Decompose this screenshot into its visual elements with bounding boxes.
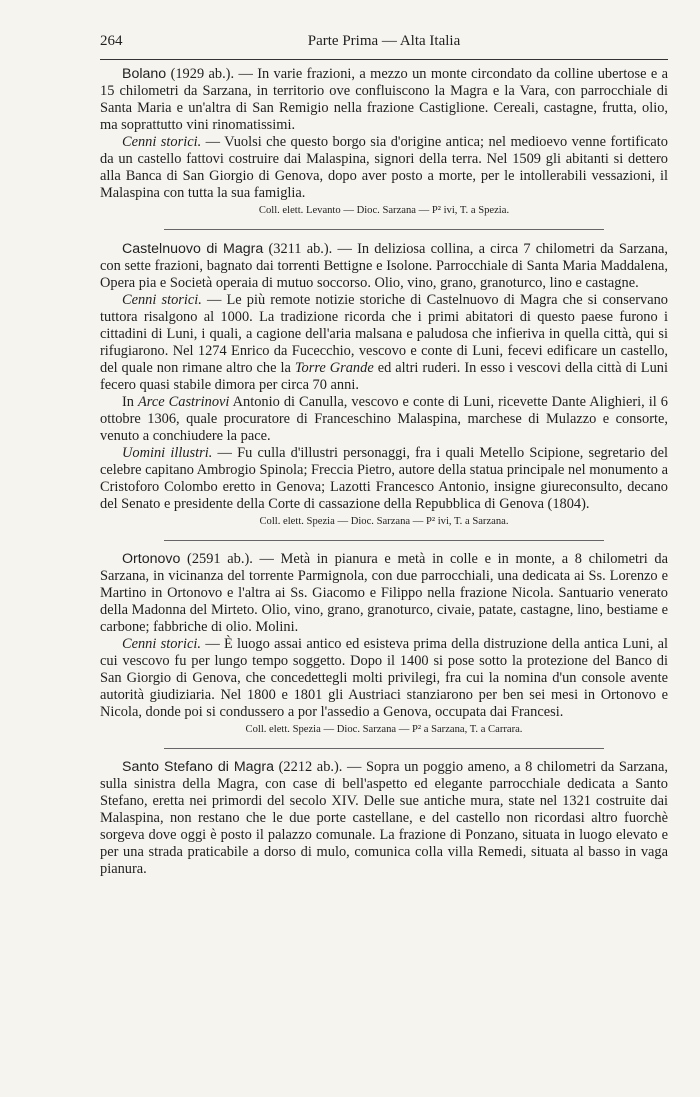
prefix-text: In [122, 394, 134, 410]
entry-text: (2591 ab.). — Metà in pianura e metà in colle e in monte, a 8 chilometri da Sarzana, in vicinanza del torrente Parmignola, con due parrocchiali, una dedicata ai Ss. Lorenzo e Martino in Ortonovo e l'altra ai Ss. Giacomo e Filippo nella frazione Nicola. Santuario venerato della Madonna del Mirteto. Olio, vino, grano, granoturco, civaie, patate, castagne, lino, bestiame e carbone; fabbriche di olio. Molini. [100, 551, 668, 635]
town-name: Ortonovo [122, 551, 181, 567]
section-label: Cenni storici. [122, 134, 202, 150]
town-name: Castelnuovo di Magra [122, 241, 264, 257]
history-paragraph [100, 134, 668, 202]
entry-text: — Le più remote notizie storiche di Castelnuovo di Magra che si conservano tuttora risalgono al 1000. La tradizione ricorda che i primi abitatori di questo paese furono i cittadini di Luni, i quali, a cagione dell'aria malsana e paludosa che infieriva in quella città, qui si rifugiarono. Nel 1274 Enrico da Fucecchio, vescovo e conte di Luni, fecevi edificare un castello, del quale non rimane altro che la [100, 292, 668, 376]
entry-bolano [100, 66, 668, 219]
history-paragraph [100, 292, 668, 394]
entry-divider [164, 748, 604, 749]
entry-text: Antonio di Canulla, vescovo e conte di Luni, ricevette Dante Alighieri, il 6 ottobre 1306, quale procuratore di Franceschino Malaspina, marchese di Mulazzo e consorte, venuto a conchiudere la pace. [100, 394, 668, 444]
entry-text: (1929 ab.). — In varie frazioni, a mezzo un monte circondato da colline ubertose e a 15 chilometri da Sarzana, in territorio ove confluiscono la Magra e la Vara, con parrocchiale di Santa Maria e un'altra di San Remigio nella frazione Castiglione. Cereali, castagne, frutta, olio, ma soprattutto vini rinomatissimi. [100, 66, 668, 133]
entry-text: (3211 ab.). — In deliziosa collina, a circa 7 chilometri da Sarzana, con sette frazioni, bagnato dai torrenti Bettigne e Isolone. Parrocchiale di Santa Maria Maddalena, Opera pia e Società operaia di mutuo soccorso. Olio, vino, grano, granoturco, lino e castagne. [100, 241, 668, 291]
section-label: Cenni storici. [122, 636, 202, 652]
running-title: Parte Prima — Alta Italia [307, 33, 461, 49]
header-rule [100, 59, 668, 60]
entry-text: — È luogo assai antico ed esisteva prima della distruzione della antica Luni, al cui vescovo fu per lungo tempo soggetto. Dopo il 1400 si pose sotto la protezione del Banco di San Giorgio di Genova, che concedettegli molti privilegi, fra cui la nomina d'un console avente autorità giudiziaria. Nel 1800 e 1801 gli Austriaci stanziarono per ben sei mesi in Ortonovo e Nicola, donde poi si condussero a por l'assedio a Genova, occupata dai Francesi. [100, 636, 668, 720]
entry-intro [100, 241, 668, 292]
section-label: Uomini illustri. [122, 445, 213, 461]
entry-ortonovo [100, 549, 668, 738]
entry-santo-stefano [100, 757, 668, 878]
place-name: Arce Castrinovi [138, 394, 230, 410]
entry-text: — Vuolsi che questo borgo sia d'origine antica; nel medioevo venne fortificato da un castello fattovi costruire dai Malaspina, signori della terra. Nel 1509 gli abitanti si dettero alla Banca di San Giorgio di Genova, dopo aver posto a morte, per le intollerabili vessazioni, il Malaspina con tutta la sua famiglia. [100, 134, 668, 201]
entry-castelnuovo [100, 238, 668, 530]
collegio-line: Coll. elett. Spezia — Dioc. Sarzana — P² a Sarzana, T. a Carrara. [245, 724, 523, 735]
entries [100, 66, 668, 888]
entry-divider [164, 229, 604, 230]
entry-text: ed altri ruderi. In esso i vescovi della città di Luni fecero quasi stabile dimora per circa 70 anni. [100, 360, 668, 393]
collegio-line: Coll. elett. Spezia — Dioc. Sarzana — P² ivi, T. a Sarzana. [259, 516, 509, 527]
town-name: Bolano [122, 66, 167, 82]
entry-text: — Fu culla d'illustri personaggi, fra i quali Metello Scipione, segretario del celebre capitano Ambrogio Spinola; Freccia Pietro, autore della statua principale nel monumento a Cristoforo Colombo eretto in Genova; Lazotti Francesco Antonio, insigne giureconsulto, decano del Senato e presidente della Corte di cassazione della Repubblica di Genova (1804). [100, 445, 668, 512]
page-header [100, 33, 668, 53]
entry-text: (2212 ab.). — Sopra un poggio ameno, a 8 chilometri da Sarzana, sulla sinistra della Magra, con case di bell'aspetto ed elegante parrocchiale dedicata a Santo Stefano, eretta nei primordi del secolo XIV. Delle sue antiche mura, state nel 1321 costruite dai Malaspina, non restano che le due porte castellane, e del castello non ricordasi altro fuorchè sorgeva dove oggi è posto il palazzo comunale. La frazione di Ponzano, situata in luogo elevato e per una strada praticabile a dorso di mulo, comunica colla villa Remedi, situata al basso in vaga pianura. [100, 759, 668, 877]
entry-divider [164, 540, 604, 541]
history-paragraph [100, 394, 668, 445]
entry-intro [100, 551, 668, 636]
entry-intro [100, 759, 668, 878]
page-number: 264 [100, 33, 123, 49]
section-label: Cenni storici. [122, 292, 202, 308]
place-name: Torre Grande [294, 360, 374, 376]
collegio-line: Coll. elett. Levanto — Dioc. Sarzana — P² ivi, T. a Spezia. [258, 205, 510, 216]
town-name: Santo Stefano di Magra [122, 759, 275, 775]
notables-paragraph [100, 445, 668, 513]
history-paragraph [100, 636, 668, 721]
entry-intro [100, 66, 668, 134]
